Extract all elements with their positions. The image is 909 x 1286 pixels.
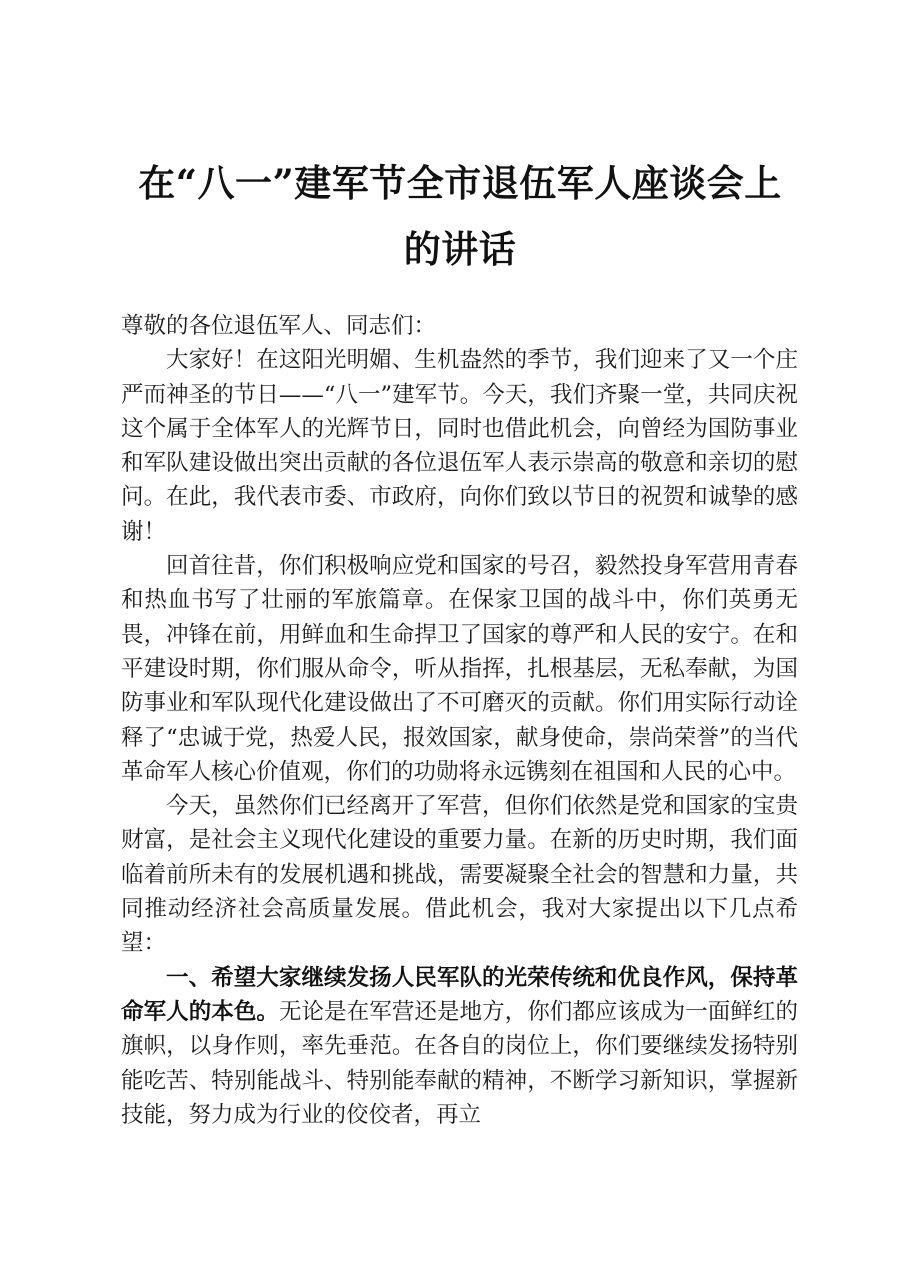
paragraph-point-1 <box>121 961 798 1132</box>
paragraph-retrospect: 回首往昔，你们积极响应党和国家的号召，毅然投身军营用青春和热血书写了壮丽的军旅篇章。在保家卫国的战斗中，你们英勇无畏，冲锋在前，用鲜血和生命捍卫了国家的尊严和人民的安宁。在和平建设时期，你们服从命令，听从指挥，扎根基层，无私奉献，为国防事业和军队现代化建设做出了不可磨灭的贡献。你们用实际行动诠释了“忠诚于党，热爱人民，报效国家，献身使命，崇尚荣誉”的当代革命军人核心价值观，你们的功勋将永远镌刻在祖国和人民的心中。 <box>121 553 798 785</box>
point-1-text: 无论是在军营还是地方，你们都应该成为一面鲜红的旗帜，以身作则，率先垂范。在各自的岗位上，你们要继续发扬特别能吃苦、特别能战斗、特别能奉献的精神，不断学习新知识，掌握新技能，努力成为行业的佼佼者，再立 <box>121 998 798 1128</box>
document-body <box>121 309 798 1132</box>
paragraph-expectation: 今天，虽然你们已经离开了军营，但你们依然是党和国家的宝贵财富，是社会主义现代化建设的重要力量。在新的历史时期，我们面临着前所未有的发展机遇和挑战，需要凝聚全社会的智慧和力量，共同推动经济社会高质量发展。借此机会，我对大家提出以下几点希望： <box>121 793 798 957</box>
salutation: 尊敬的各位退伍军人、同志们： <box>121 313 437 339</box>
paragraph-greeting: 大家好！在这阳光明媚、生机盎然的季节，我们迎来了又一个庄严而神圣的节日——“八一”建军节。今天，我们齐聚一堂，共同庆祝这个属于全体军人的光辉节日，同时也借此机会，向曾经为国防事业和军队建设做出突出贡献的各位退伍军人表示崇高的敬意和亲切的慰问。在此，我代表市委、市政府，向你们致以节日的祝贺和诚挚的感谢！ <box>121 347 798 545</box>
point-1-heading: 一、希望大家继续发扬人民军队的光荣传统和优良作风，保持革命军人的本色。 <box>121 964 798 1025</box>
document-title: 在“八一”建军节全市退伍军人座谈会上的讲话 <box>138 161 782 271</box>
